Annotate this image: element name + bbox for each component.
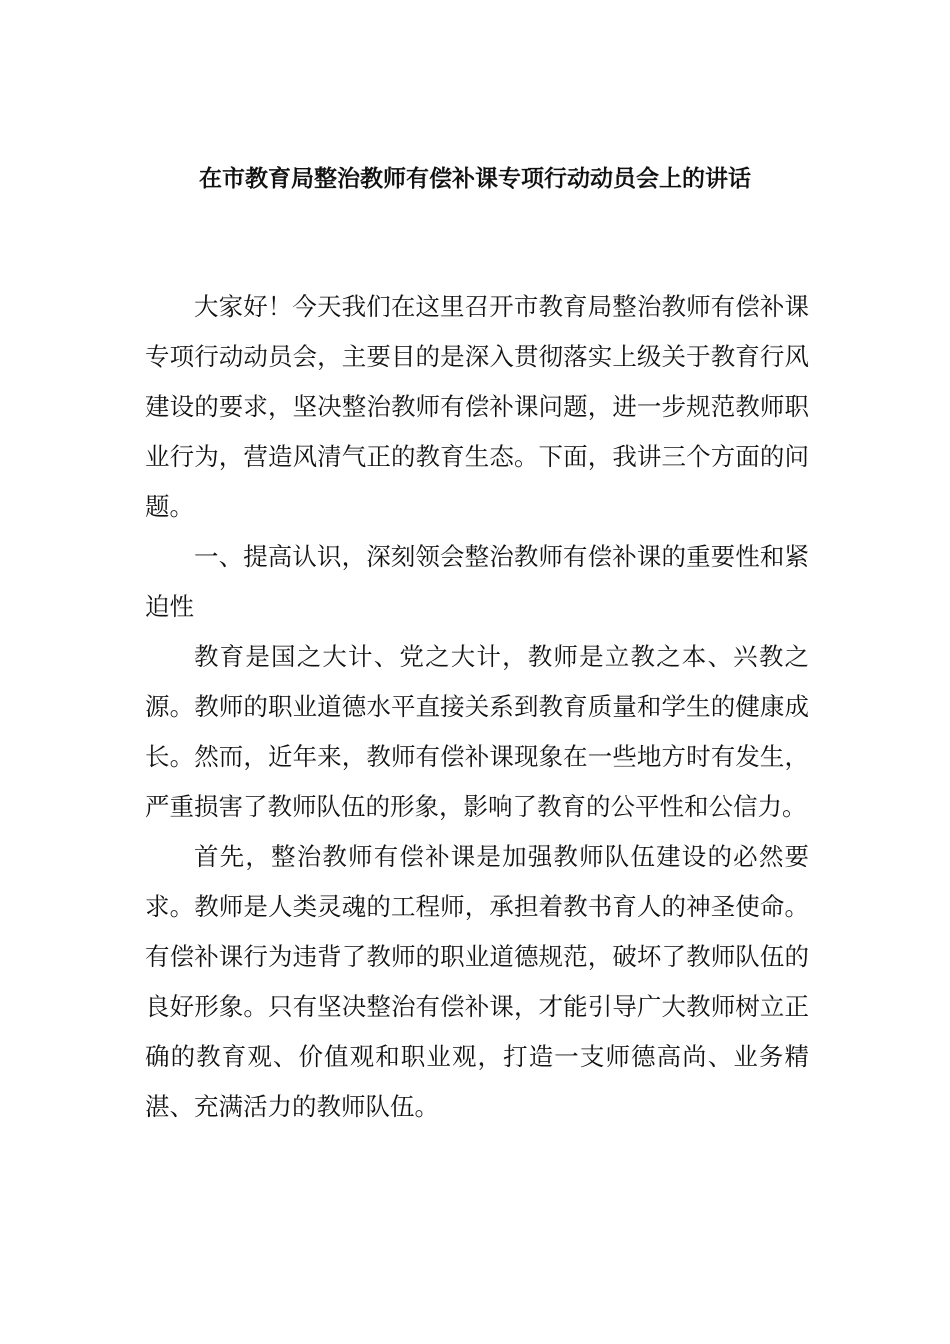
- document-body: [145, 282, 809, 1132]
- paragraph-section-heading-1: 一、提高认识，深刻领会整治教师有偿补课的重要性和紧迫性: [145, 542, 809, 621]
- paragraph-first-point: 首先，整治教师有偿补课是加强教师队伍建设的必然要求。教师是人类灵魂的工程师，承担着教书育人的神圣使命。有偿补课行为违背了教师的职业道德规范，破坏了教师队伍的良好形象。只有坚决整治有偿补课，才能引导广大教师树立正确的教育观、价值观和职业观，打造一支师德高尚、业务精湛、充满活力的教师队伍。: [145, 842, 809, 1121]
- paragraph-education-importance: 教育是国之大计、党之大计，教师是立教之本、兴教之源。教师的职业道德水平直接关系到教育质量和学生的健康成长。然而，近年来，教师有偿补课现象在一些地方时有发生，严重损害了教师队伍的形象，影响了教育的公平性和公信力。: [145, 642, 809, 821]
- document-title: 在市教育局整治教师有偿补课专项行动动员会上的讲话: [199, 166, 751, 192]
- paragraph-opening: 大家好！今天我们在这里召开市教育局整治教师有偿补课专项行动动员会，主要目的是深入贯彻落实上级关于教育行风建设的要求，坚决整治教师有偿补课问题，进一步规范教师职业行为，营造风清气正的教育生态。下面，我讲三个方面的问题。: [145, 292, 809, 521]
